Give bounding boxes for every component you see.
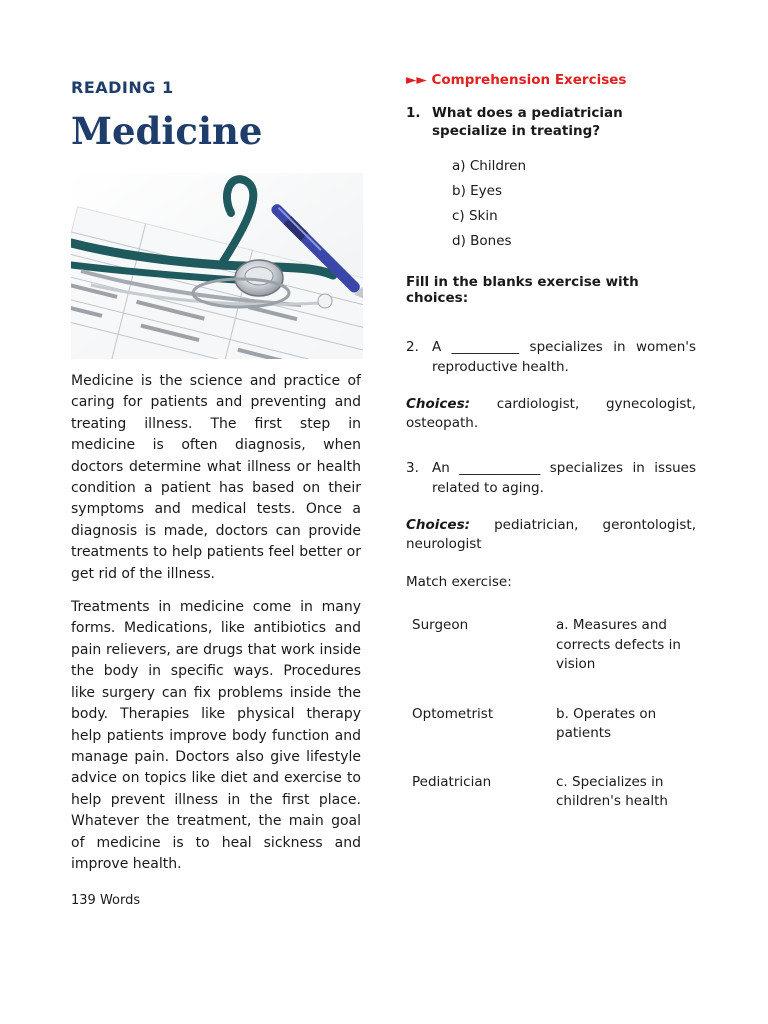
match-table bbox=[406, 616, 696, 812]
exercises-column bbox=[406, 72, 696, 812]
reading-paragraph: Treatments in medicine come in many forms. Medications, like antibiotics and pain relievers, are drugs that work inside the body in specific ways. Procedures like surgery can fix problems inside the body. Therapies like physical therapy help patients improve body function and manage pain. Doctors also give lifestyle advice on topics like diet and exercise to help prevent illness in the first place. Whatever the treatment, the main goal of medicine is to heal sickness and improve health. bbox=[71, 599, 361, 872]
choices-text: pediatrician, gerontologist, neurologist bbox=[406, 517, 696, 552]
double-arrow-icon: ►► bbox=[406, 72, 427, 88]
question-3 bbox=[406, 459, 696, 498]
choices-text: cardiologist, gynecologist, osteopath. bbox=[406, 396, 696, 431]
question-2 bbox=[406, 338, 696, 377]
match-row bbox=[406, 773, 696, 812]
choices-label: Choices: bbox=[406, 396, 471, 412]
reading-paragraph: Medicine is the science and practice of caring for patients and preventing and treating illness. The first step in medicine is often diagnosis, when doctors determine what illness or health condition a patient has based on their symptoms and medical tests. Once a diagnosis is made, doctors can provide treatments to help patients feel better or get rid of the illness. bbox=[71, 373, 361, 582]
match-term: Surgeon bbox=[412, 617, 469, 633]
match-definition: a. Measures and corrects defects in vision bbox=[556, 617, 681, 672]
choices-2 bbox=[406, 395, 696, 433]
question-number: 3. bbox=[406, 460, 419, 476]
word-count: 139 Words bbox=[71, 893, 141, 909]
page-title: Medicine bbox=[71, 109, 263, 153]
choices-3 bbox=[406, 516, 696, 554]
question-number: 2. bbox=[406, 339, 419, 355]
option-c: c) Skin bbox=[452, 208, 498, 224]
match-definition: c. Specializes in children's health bbox=[556, 773, 668, 809]
exercises-heading bbox=[406, 72, 696, 88]
match-heading: Match exercise: bbox=[406, 574, 512, 590]
question-text: What does a pediatrician specialize in treating? bbox=[432, 105, 623, 139]
question-text: An ____________ specializes in issues related to aging. bbox=[432, 460, 696, 496]
reading-column bbox=[71, 78, 361, 908]
exercises-heading-text: Comprehension Exercises bbox=[431, 72, 627, 88]
reading-label: READING 1 bbox=[71, 78, 174, 97]
match-definition: b. Operates on patients bbox=[556, 705, 657, 741]
question-number: 1. bbox=[406, 105, 421, 121]
stethoscope-photo bbox=[71, 173, 363, 359]
question-1 bbox=[406, 104, 696, 140]
choices-label: Choices: bbox=[406, 517, 471, 533]
option-d: d) Bones bbox=[452, 233, 512, 249]
option-a: a) Children bbox=[452, 158, 526, 174]
option-b: b) Eyes bbox=[452, 183, 502, 199]
match-row bbox=[406, 616, 696, 675]
match-row bbox=[406, 705, 696, 744]
question-text: A __________ specializes in women's reproductive health. bbox=[432, 339, 696, 375]
answer-options bbox=[452, 154, 696, 254]
match-term: Optometrist bbox=[412, 705, 494, 722]
fill-blanks-heading: Fill in the blanks exercise with choices: bbox=[406, 274, 639, 306]
match-term: Pediatrician bbox=[412, 773, 492, 790]
